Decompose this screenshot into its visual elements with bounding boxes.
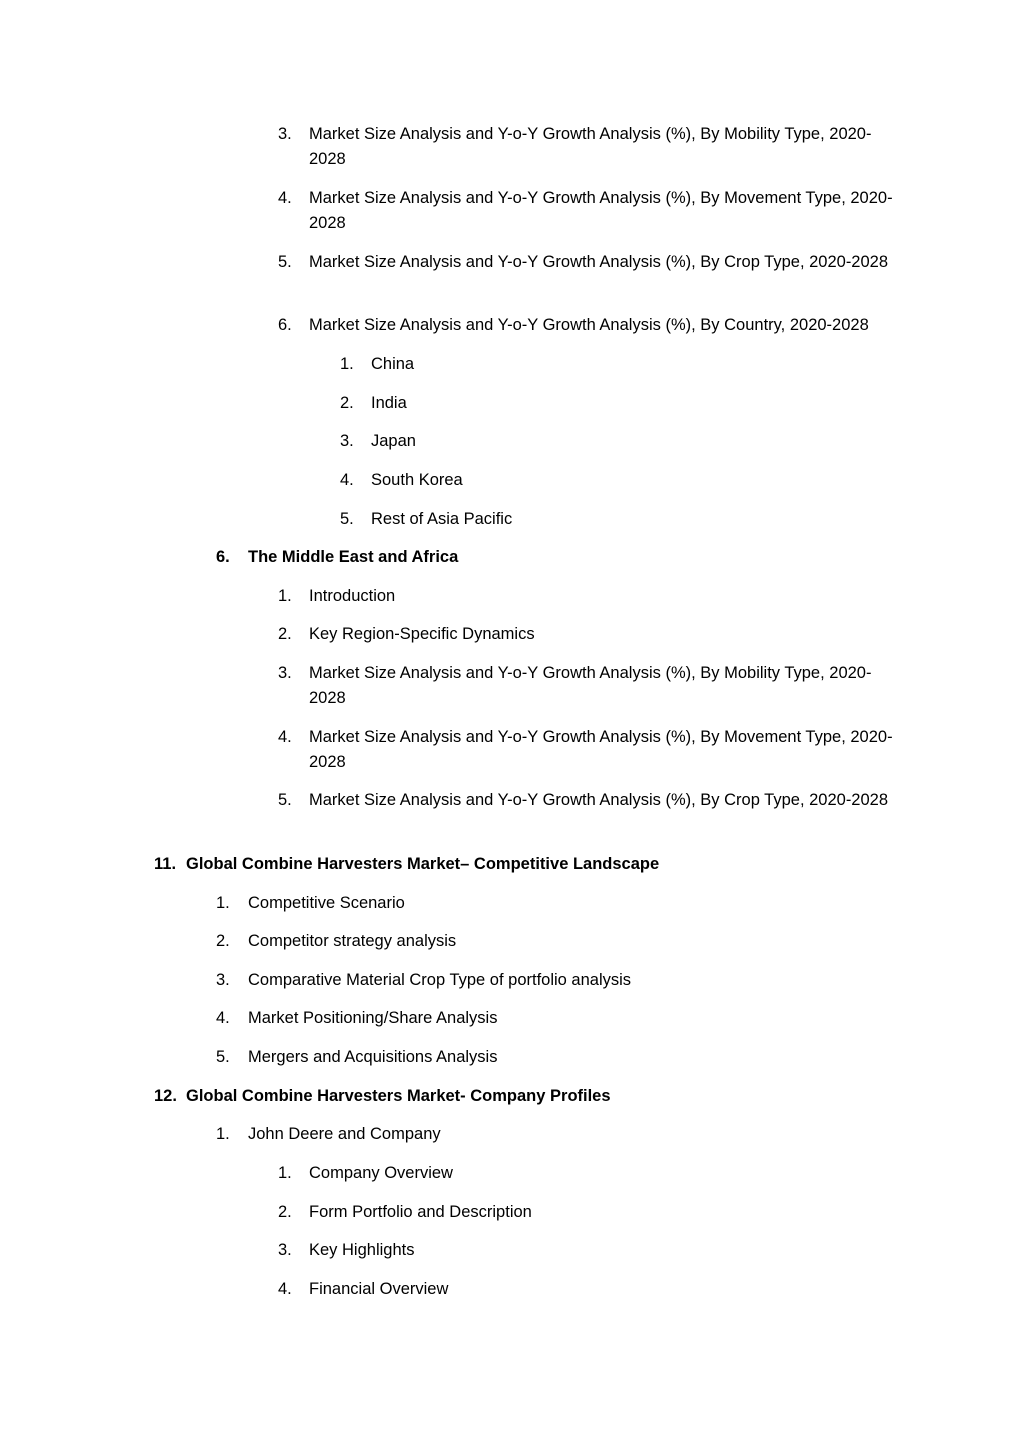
list-item: [278, 122, 896, 172]
list-number: 5.: [216, 1048, 230, 1066]
list-item: [216, 929, 896, 954]
list-item: [216, 1122, 896, 1147]
list-item: [278, 788, 896, 813]
list-number: 3.: [278, 1241, 292, 1259]
list-number: 4.: [216, 1009, 230, 1027]
list-number: 6.: [216, 548, 230, 566]
list-number: 1.: [278, 587, 292, 605]
list-text: The Middle East and Africa: [248, 548, 459, 566]
list-text: Global Combine Harvesters Market- Company Profiles: [186, 1087, 611, 1105]
list-item: [278, 725, 896, 775]
list-text: Market Size Analysis and Y-o-Y Growth Analysis (%), By Crop Type, 2020-2028: [309, 791, 889, 809]
list-text: Japan: [371, 432, 416, 450]
list-text: Introduction: [309, 587, 396, 605]
list-item: [216, 1006, 896, 1031]
list-number: 1.: [340, 355, 354, 373]
list-text: Rest of Asia Pacific: [371, 510, 513, 528]
list-item: [340, 507, 896, 532]
list-number: 4.: [278, 189, 292, 207]
list-item: [340, 429, 896, 454]
list-item: [340, 391, 896, 416]
list-text: Key Region-Specific Dynamics: [309, 625, 535, 643]
list-text: Market Size Analysis and Y-o-Y Growth Analysis (%), By Mobility Type, 2020-2028: [309, 664, 872, 707]
list-text: Market Size Analysis and Y-o-Y Growth Analysis (%), By Crop Type, 2020-2028: [309, 253, 889, 271]
list-number: 2.: [216, 932, 230, 950]
list-number: 2.: [278, 625, 292, 643]
list-item: [340, 468, 896, 493]
list-text: Comparative Material Crop Type of portfolio analysis: [248, 971, 632, 989]
list-number: 6.: [278, 316, 292, 334]
list-item: [278, 313, 896, 338]
list-number: 3.: [278, 125, 292, 143]
list-item: [216, 1045, 896, 1070]
list-text: Market Size Analysis and Y-o-Y Growth Analysis (%), By Country, 2020-2028: [309, 316, 869, 334]
section-heading: [216, 545, 896, 570]
list-text: Company Overview: [309, 1164, 453, 1182]
list-text: Key Highlights: [309, 1241, 415, 1259]
list-item: [278, 186, 896, 236]
list-item: [278, 1161, 896, 1186]
list-text: Mergers and Acquisitions Analysis: [248, 1048, 498, 1066]
list-text: Market Size Analysis and Y-o-Y Growth Analysis (%), By Mobility Type, 2020-2028: [309, 125, 872, 168]
chapter-heading: [154, 1084, 896, 1109]
list-number: 1.: [216, 894, 230, 912]
list-text: South Korea: [371, 471, 463, 489]
list-item: [340, 352, 896, 377]
list-number: 2.: [278, 1203, 292, 1221]
list-number: 4.: [278, 1280, 292, 1298]
list-text: Market Size Analysis and Y-o-Y Growth Analysis (%), By Movement Type, 2020-2028: [309, 189, 893, 232]
list-item: [278, 1238, 896, 1263]
list-number: 4.: [278, 728, 292, 746]
list-text: Market Positioning/Share Analysis: [248, 1009, 498, 1027]
list-number: 3.: [216, 971, 230, 989]
list-text: Financial Overview: [309, 1280, 449, 1298]
list-text: Competitor strategy analysis: [248, 932, 457, 950]
list-text: John Deere and Company: [248, 1125, 441, 1143]
list-item: [278, 622, 896, 647]
list-text: Global Combine Harvesters Market– Competitive Landscape: [186, 855, 660, 873]
list-number: 12.: [154, 1087, 177, 1105]
list-number: 11.: [154, 855, 177, 873]
list-text: India: [371, 394, 407, 412]
list-item: [278, 1277, 896, 1302]
list-item: [278, 661, 896, 711]
list-number: 2.: [340, 394, 354, 412]
list-text: China: [371, 355, 415, 373]
list-number: 5.: [340, 510, 354, 528]
list-item: [216, 968, 896, 993]
list-number: 3.: [340, 432, 354, 450]
list-number: 5.: [278, 791, 292, 809]
list-text: Competitive Scenario: [248, 894, 405, 912]
list-number: 4.: [340, 471, 354, 489]
list-item: [278, 584, 896, 609]
list-item: [216, 891, 896, 916]
list-number: 5.: [278, 253, 292, 271]
list-number: 3.: [278, 664, 292, 682]
list-number: 1.: [278, 1164, 292, 1182]
list-text: Form Portfolio and Description: [309, 1203, 532, 1221]
list-number: 1.: [216, 1125, 230, 1143]
list-text: Market Size Analysis and Y-o-Y Growth Analysis (%), By Movement Type, 2020-2028: [309, 728, 893, 771]
list-item: [278, 250, 896, 275]
chapter-heading: [154, 852, 896, 877]
list-item: [278, 1200, 896, 1225]
